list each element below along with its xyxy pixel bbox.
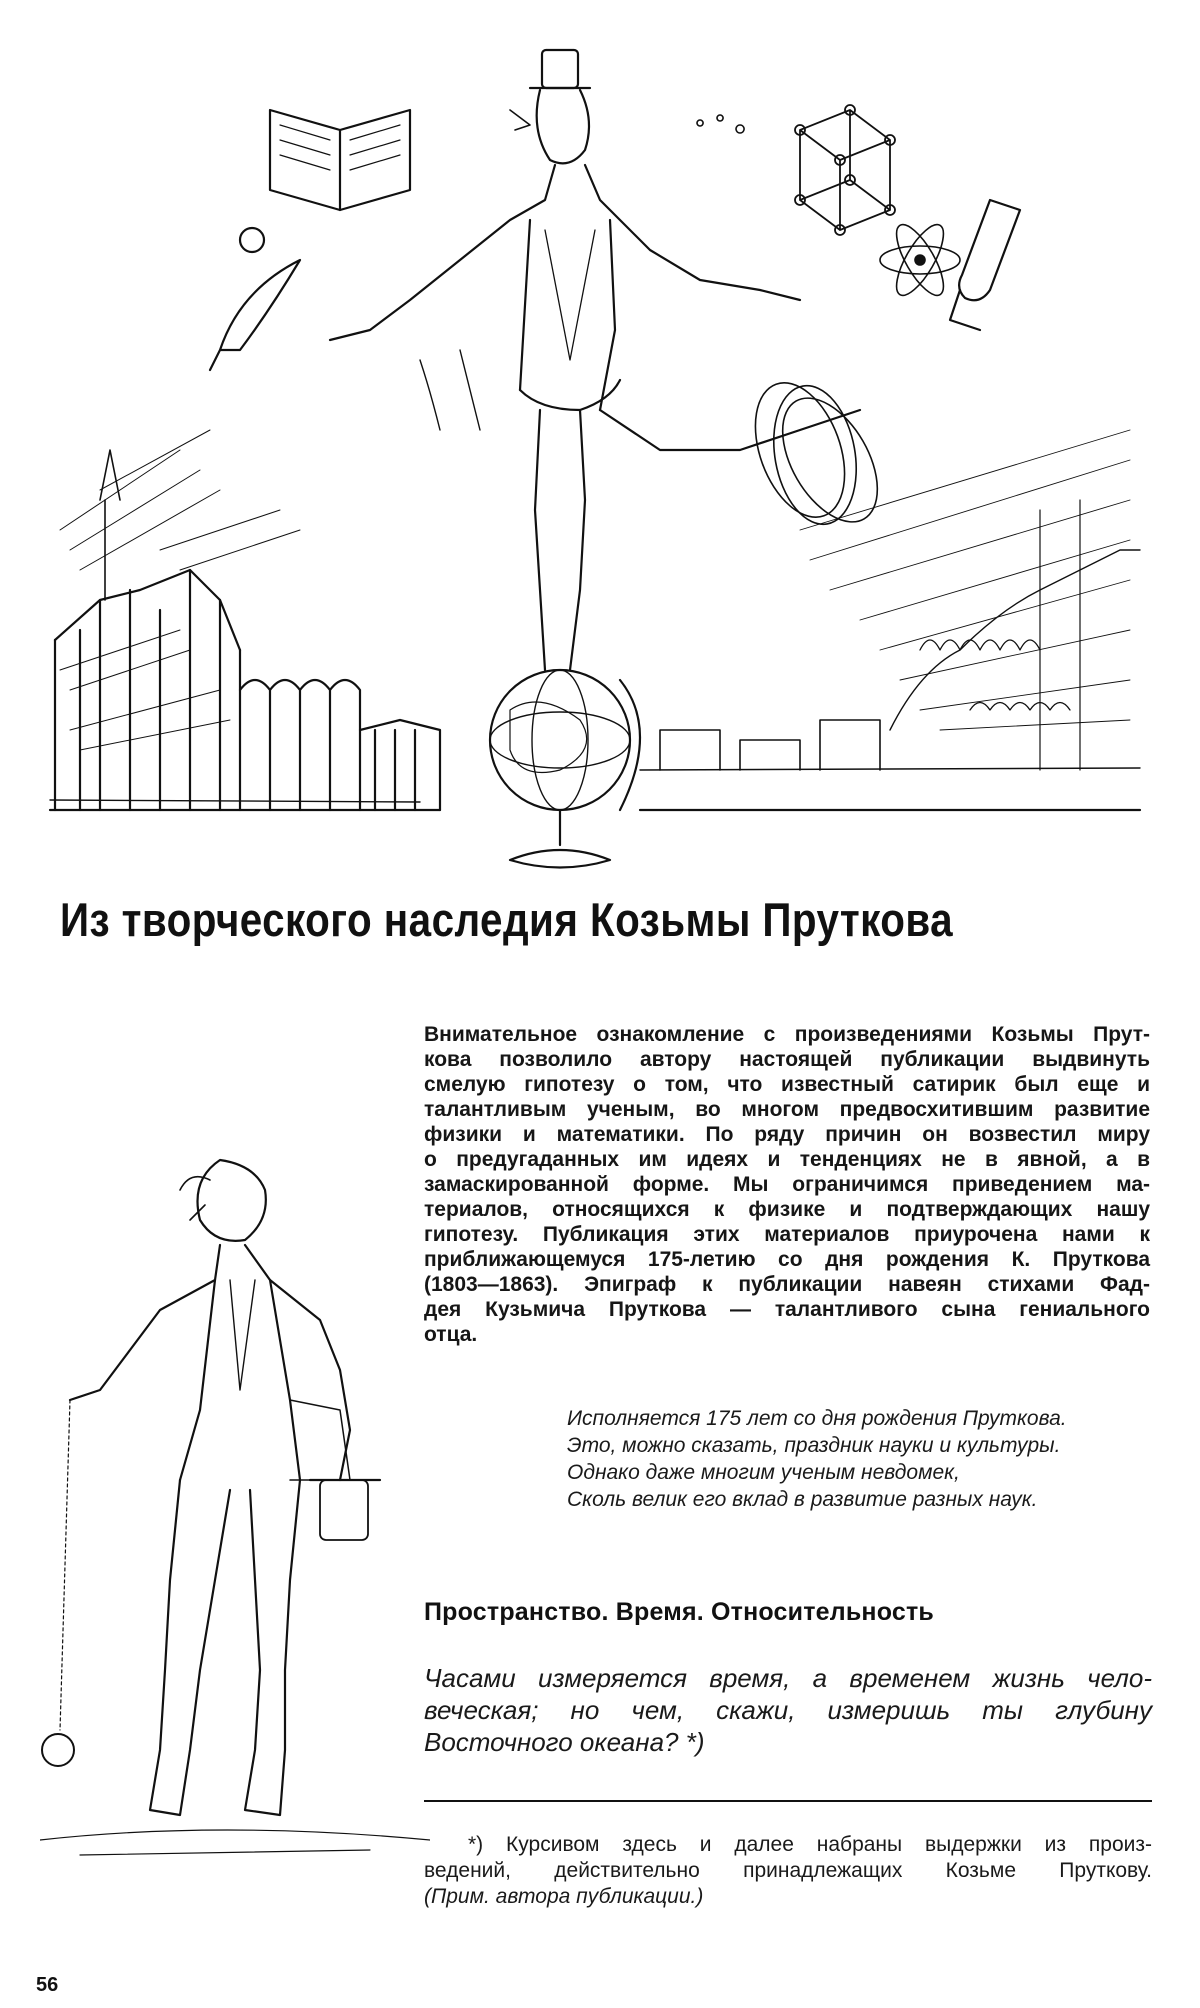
intro-line: Внимательное ознакомление с произведениями Козьмы Прут- [424,1023,1150,1046]
test-tube-drawing [950,200,1020,330]
article-title: Из творческого наследия Козьмы Пруткова [60,893,954,946]
intro-line: приближающемуся 175-летию со дня рождения К. Пруткова [424,1248,1150,1271]
intro-paragraph [424,1022,1150,1347]
small-dots-drawing [510,110,744,133]
page-number: 56 [36,1974,59,1996]
hoops-drawing [738,371,896,538]
town-right-sketch [640,430,1140,810]
atom-drawing [880,218,960,301]
intro-line: о предугаданных им идеях и тенденциях не в явной, а в [424,1148,1150,1171]
left-illustration [40,1150,430,1870]
quote-line: Восточного океана? *) [424,1727,705,1757]
intro-line: физики и математики. По ряду причин он возвестил миру [424,1123,1150,1146]
intro-line: замаскированной форме. Мы ограничимся приведением ма- [424,1173,1150,1196]
footnote-note: (Прим. автора публикации.) [424,1885,704,1908]
epigraph-line: Это, можно сказать, праздник науки и культуры. [567,1434,1061,1457]
top-illustration [40,30,1150,870]
intro-line: кова позволило автору настоящей публикации выдвинуть [424,1048,1150,1071]
pocket-watch-drawing [42,1734,74,1766]
footnote-line: *) Курсивом здесь и далее набраны выдержки из произ- [468,1833,1152,1856]
intro-line: отца. [424,1323,478,1346]
feather-drawing [210,260,300,370]
ball-drawing [240,228,264,252]
intro-line: териалов, относящихся к физике и подтверждающих нашу [424,1198,1150,1221]
intro-line: гипотезу. Публикация этих материалов приурочена нами к [424,1223,1150,1246]
globe-drawing [490,670,640,868]
quote-line: веческая; но чем, скажи, измеришь ты глубину [424,1695,1152,1725]
ground-sketch [40,1830,430,1855]
footnote-line: ведений, действительно принадлежащих Козьме Пруткову. [424,1859,1152,1882]
watch-chain-drawing [60,1400,70,1730]
epigraph [567,1405,1167,1513]
footnote-separator [424,1800,1152,1802]
intro-line: (1803—1863). Эпиграф к публикации навеян стихами Фад- [424,1273,1150,1296]
prutkov-quote [424,1662,1152,1758]
intro-line: дея Кузьмича Пруткова — талантливого сына гениального [424,1298,1150,1321]
section-heading: Пространство. Время. Относительность [424,1598,934,1626]
epigraph-line: Однако даже многим ученым невдомек, [567,1461,960,1484]
intro-line: талантливым ученым, во многом предвосхитившим развитие [424,1098,1150,1121]
town-left-sketch [50,430,440,810]
epigraph-line: Исполняется 175 лет со дня рождения Пруткова. [567,1407,1067,1430]
crystal-lattice-drawing [795,105,895,235]
quote-line: Часами измеряется время, а временем жизнь чело- [424,1663,1152,1693]
standing-figure-drawing [70,1160,380,1815]
book-drawing [270,110,410,210]
intro-line: смелую гипотезу о том, что известный сатирик был еще и [424,1073,1150,1096]
footnote-line [424,1884,1152,1910]
epigraph-line: Сколь велик его вклад в развитие разных наук. [567,1488,1038,1511]
footnote [424,1832,1152,1910]
